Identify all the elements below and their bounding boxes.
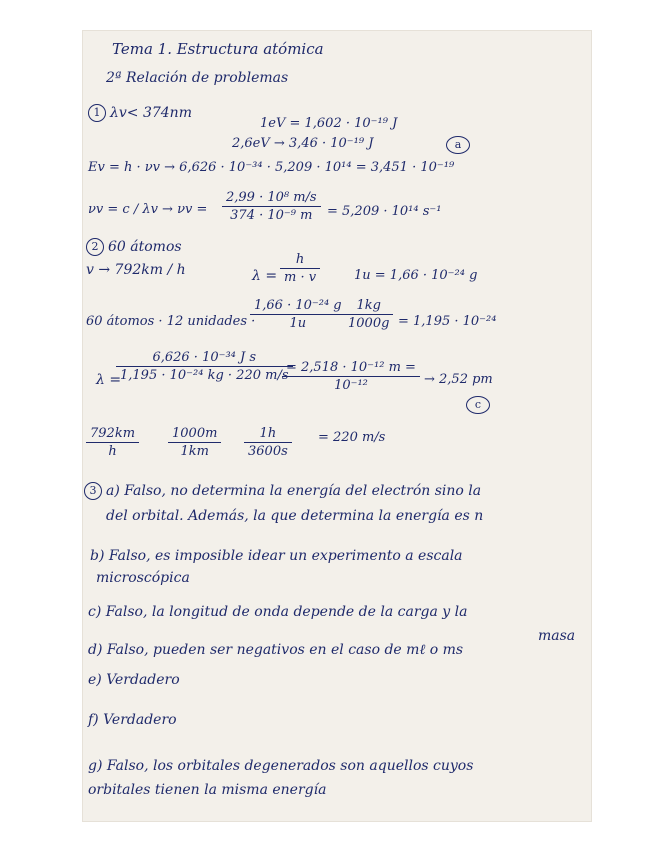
debroglie-lhs: λ = [252, 268, 278, 284]
problem-3-f: f) Verdadero [88, 712, 177, 728]
problem-3-g-line-2: orbitales tienen la misma energía [88, 782, 327, 798]
answer-marker-c: c [466, 396, 490, 414]
problem-3-a-line-2: del orbital. Además, la que determina la energía es n [106, 508, 484, 524]
mass-fraction-2: 1kg 1000g [344, 298, 393, 331]
page-title: Tema 1. Estructura atómica [112, 40, 324, 58]
wavelength-intermediate: = 2,518 · 10⁻¹² m = 10⁻¹² [282, 360, 420, 393]
notebook-page [82, 30, 592, 822]
problem-3-c-line-2: masa [538, 628, 576, 644]
velocity-fraction-1: 792km h [86, 426, 139, 459]
problem-3-b-line-2: microscópica [96, 570, 190, 586]
problem-number-1: 1 [88, 104, 106, 122]
answer-marker-a: a [446, 136, 470, 154]
velocity-result: = 220 m/s [318, 430, 386, 445]
problem-3-e: e) Verdadero [88, 672, 180, 688]
mass-result: = 1,195 · 10⁻²⁴ [398, 314, 497, 329]
frequency-result: = 5,209 · 10¹⁴ s⁻¹ [327, 204, 442, 219]
wavelength-lhs: λ = [96, 372, 122, 388]
energy-equation: Ev = h · νv → 6,626 · 10⁻³⁴ · 5,209 · 10¹⁴ = 3,451 · 10⁻¹⁹ [88, 160, 455, 175]
atomic-mass-unit: 1u = 1,66 · 10⁻²⁴ g [354, 268, 478, 283]
velocity-fraction-3: 1h 3600s [244, 426, 292, 459]
problem-number-2: 2 [86, 238, 104, 256]
problem-3-d: d) Falso, pueden ser negativos en el caso de mℓ o ms [88, 642, 464, 658]
ev-conversion: 2,6eV → 3,46 · 10⁻¹⁹ J [232, 136, 374, 151]
mass-fraction-1: 1,66 · 10⁻²⁴ g 1u [250, 298, 346, 331]
speed-value: v → 792km / h [86, 262, 186, 278]
problem-3-c-line-1: c) Falso, la longitud de onda depende de la carga y la [88, 604, 468, 620]
velocity-fraction-2: 1000m 1km [168, 426, 221, 459]
problem-3-a-line-1: 3 a) Falso, no determina la energía del electrón sino la [84, 482, 481, 500]
frequency-lhs: νv = c / λv → νv = [88, 202, 208, 217]
wavelength-fraction: 6,626 · 10⁻³⁴ J s 1,195 · 10⁻²⁴ kg · 220 m/s [116, 350, 293, 383]
wavelength-result: → 2,52 pm [424, 372, 493, 387]
problem-3-g-line-1: g) Falso, los orbitales degenerados son aquellos cuyos [88, 758, 474, 774]
mass-calc-lhs: 60 átomos · 12 unidades · [86, 314, 256, 329]
debroglie-fraction: h m · v [280, 252, 320, 285]
page-subtitle: 2ª Relación de problemas [106, 70, 289, 86]
problem-3-b-line-1: b) Falso, es imposible idear un experimento a escala [90, 548, 463, 564]
problem-1-lambda: 1 λv< 374nm [88, 104, 192, 122]
frequency-fraction: 2,99 · 10⁸ m/s 374 · 10⁻⁹ m [222, 190, 321, 223]
ev-equivalence: 1eV = 1,602 · 10⁻¹⁹ J [260, 116, 398, 131]
problem-number-3: 3 [84, 482, 102, 500]
problem-2-title: 2 60 átomos [86, 238, 182, 256]
